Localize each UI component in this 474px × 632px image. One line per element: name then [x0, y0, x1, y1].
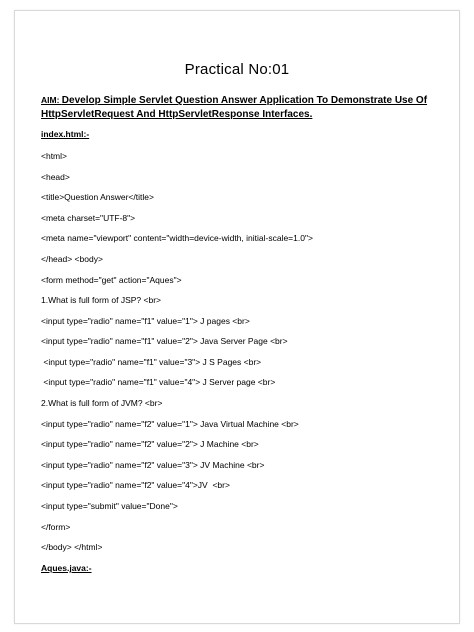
- code-line: </form>: [41, 522, 71, 532]
- code-line: <input type="radio" name="f1" value="3"> J S Pages <br>: [41, 357, 262, 367]
- aim-text: Develop Simple Servlet Question Answer Application To Demonstrate Use Of HttpServletRequest And HttpServletResponse Interfaces.: [41, 95, 428, 120]
- code-line: </body> </html>: [41, 542, 103, 552]
- page-title: Practical No:01: [184, 61, 290, 78]
- aim-label: AIM:: [41, 95, 62, 105]
- code-line: <input type="radio" name="f2" value="1"> Java Virtual Machine <br>: [41, 419, 299, 429]
- code-line: </head> <body>: [41, 254, 103, 264]
- code-line: <meta charset="UTF-8">: [41, 213, 136, 223]
- code-line: <head>: [41, 172, 70, 182]
- code-line: <input type="radio" name="f1" value="4"> J Server page <br>: [41, 377, 276, 387]
- code-line: <title>Question Answer</title>: [41, 192, 154, 202]
- code-line: <input type="radio" name="f2" value="3"> JV Machine <br>: [41, 460, 265, 470]
- index-html-heading: index.html:-: [41, 129, 90, 139]
- code-line: 2.What is full form of JVM? <br>: [41, 398, 163, 408]
- document-page: [14, 10, 460, 624]
- code-line: <meta name="viewport" content="width=device-width, initial-scale=1.0">: [41, 233, 313, 243]
- code-line: <form method="get" action="Aques">: [41, 275, 182, 285]
- aim-statement: [41, 93, 441, 122]
- code-line: <input type="radio" name="f2" value="4">JV <br>: [41, 480, 230, 490]
- code-line: <input type="radio" name="f1" value="1"> J pages <br>: [41, 316, 250, 326]
- code-line: 1.What is full form of JSP? <br>: [41, 295, 161, 305]
- aques-java-heading: Aques.java:-: [41, 563, 92, 573]
- code-line: <html>: [41, 151, 67, 161]
- code-line: <input type="radio" name="f1" value="2"> Java Server Page <br>: [41, 336, 288, 346]
- code-line: <input type="radio" name="f2" value="2"> J Machine <br>: [41, 439, 259, 449]
- code-line: <input type="submit" value="Done">: [41, 501, 178, 511]
